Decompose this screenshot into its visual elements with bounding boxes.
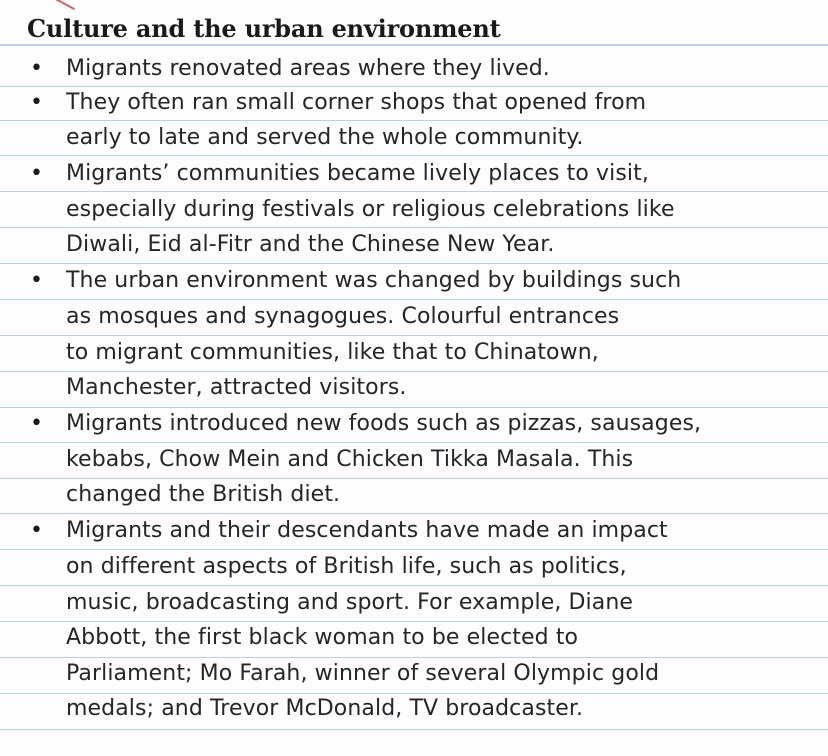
bullet-marker: • bbox=[30, 518, 43, 543]
bullet-3-line-1: Migrants’ communities became lively places to visit, bbox=[66, 161, 649, 186]
ruled-line bbox=[0, 657, 828, 658]
section-heading: Culture and the urban environment bbox=[27, 14, 501, 43]
bullet-1-line-1: Migrants renovated areas where they lived. bbox=[66, 56, 550, 81]
bullet-6-line-2: on different aspects of British life, such as politics, bbox=[66, 554, 627, 579]
bullet-5-line-2: kebabs, Chow Mein and Chicken Tikka Masala. This bbox=[66, 447, 634, 472]
bullet-6-line-1: Migrants and their descendants have made an impact bbox=[66, 518, 668, 543]
ruled-line bbox=[0, 442, 828, 443]
bullet-6-line-3: music, broadcasting and sport. For example, Diane bbox=[66, 590, 634, 615]
bullet-3-line-3: Diwali, Eid al-Fitr and the Chinese New Year. bbox=[66, 232, 555, 257]
bullet-5-line-1: Migrants introduced new foods such as pizzas, sausages, bbox=[66, 411, 702, 436]
ruled-line bbox=[0, 407, 828, 408]
bullet-6-line-4: Abbott, the first black woman to be elected to bbox=[66, 625, 579, 650]
ruled-line bbox=[0, 120, 828, 121]
ruled-line bbox=[0, 155, 828, 156]
ruled-line bbox=[0, 513, 828, 514]
bullet-marker: • bbox=[30, 90, 43, 115]
bullet-4-line-3: to migrant communities, like that to Chinatown, bbox=[66, 340, 599, 365]
pen-mark bbox=[48, 0, 75, 10]
ruled-line bbox=[0, 299, 828, 300]
ruled-line bbox=[0, 693, 828, 694]
ruled-line bbox=[0, 191, 828, 192]
bullet-3-line-2: especially during festivals or religious celebrations like bbox=[66, 197, 675, 222]
bullet-2-line-1: They often ran small corner shops that opened from bbox=[66, 90, 647, 115]
bullet-6-line-6: medals; and Trevor McDonald, TV broadcaster. bbox=[66, 696, 584, 721]
bullet-4-line-1: The urban environment was changed by buildings such bbox=[66, 268, 682, 293]
bullet-marker: • bbox=[30, 56, 43, 81]
bullet-marker: • bbox=[30, 268, 43, 293]
bullet-6-line-5: Parliament; Mo Farah, winner of several Olympic gold bbox=[66, 661, 660, 686]
ruled-line bbox=[0, 729, 828, 730]
bullet-4-line-2: as mosques and synagogues. Colourful entrances bbox=[66, 304, 620, 329]
bullet-5-line-3: changed the British diet. bbox=[66, 482, 341, 507]
ruled-line bbox=[0, 478, 828, 479]
bullet-marker: • bbox=[30, 411, 43, 436]
ruled-line bbox=[0, 335, 828, 336]
ruled-line bbox=[0, 227, 828, 228]
bullet-4-line-4: Manchester, attracted visitors. bbox=[66, 375, 407, 400]
ruled-line bbox=[0, 263, 828, 264]
ruled-line bbox=[0, 585, 828, 586]
ruled-line bbox=[0, 549, 828, 550]
ruled-line bbox=[0, 45, 828, 46]
ruled-line bbox=[0, 86, 828, 87]
ruled-line bbox=[0, 371, 828, 372]
bullet-2-line-2: early to late and served the whole community. bbox=[66, 125, 584, 150]
bullet-marker: • bbox=[30, 161, 43, 186]
ruled-line bbox=[0, 621, 828, 622]
